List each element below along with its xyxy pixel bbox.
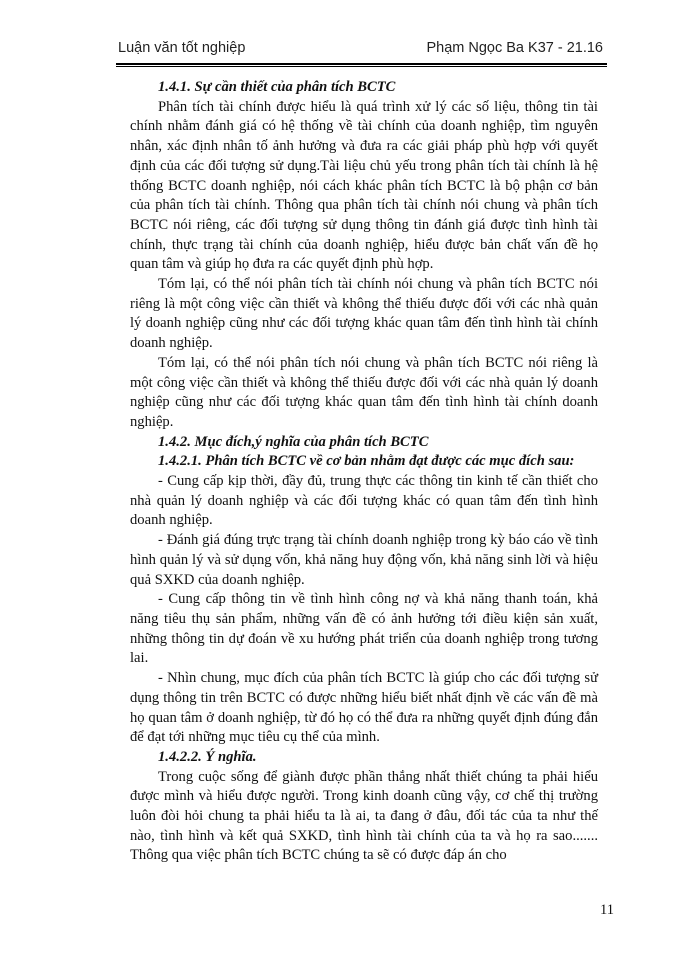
header-rule-thick xyxy=(116,63,607,65)
paragraph-2: Tóm lại, có thể nói phân tích tài chính nói chung và phân tích BCTC nói riêng là một công việc cần thiết và không thể thiếu được đối với các nhà quản lý doanh nghiệp cũng như các đối tượng khác quan tâm đến tình hình tài chính doanh nghiệp. xyxy=(130,276,598,352)
bullet-3: - Cung cấp thông tin về tình hình công nợ và khả năng thanh toán, khả năng tiêu thụ sản phẩm, những vấn đề có ảnh hưởng tới điều kiện sản xuất, những thông tin dự đoán về xu hướng phát triển của doanh nghiệp trong tương lai. xyxy=(130,591,598,667)
paragraph-1: Phân tích tài chính được hiểu là quá trình xử lý các số liệu, thông tin tài chính nhằm đánh giá có hệ thống về tài chính của doanh nghiệp, tìm nguyên nhân, xác định nhân tố ảnh hưởng và đưa ra các giải pháp phù hợp với quyết định của các đối tượng sử dụng.Tài liệu chủ yếu trong phân tích tài chính là hệ thống BCTC doanh nghiệp, nói cách khác phân tích BCTC là bộ phận cơ bản của phân tích tài chính. Thông qua phân tích tài chính nói chung và phân tích BCTC nói riêng, các đối tượng sử dụng thông tin đánh giá được tình hình tài chính, thực trạng tài chính của doanh nghiệp, hiểu được bản chất vấn đề họ quan tâm và giúp họ đưa ra các quyết định phù hợp. xyxy=(130,98,598,273)
heading-1-4-1: 1.4.1. Sự cần thiết của phân tích BCTC xyxy=(158,79,396,95)
header-rule-thin xyxy=(116,66,607,67)
page-body xyxy=(130,78,598,866)
bullet-1: - Cung cấp kịp thời, đầy đủ, trung thực các thông tin kinh tế cần thiết cho nhà quản lý doanh nghiệp và các đối tượng khác có quan tâm đến tình hình doanh nghiệp. xyxy=(130,473,598,529)
header-thesis-label: Luận văn tốt nghiệp xyxy=(118,40,246,56)
heading-1-4-2-2: 1.4.2.2. Ý nghĩa. xyxy=(158,748,257,765)
bullet-4: - Nhìn chung, mục đích của phân tích BCTC là giúp cho các đối tượng sử dụng thông tin trên BCTC có được những hiểu biết nhất định về các vấn đề mà họ quan tâm ở doanh nghiệp, từ đó họ có thể đưa ra những quyết định đúng đắn để đạt tới những mục tiêu cụ thể của mình. xyxy=(130,670,598,746)
heading-1-4-2-1: 1.4.2.1. Phân tích BCTC về cơ bản nhằm đạt được các mục đích sau: xyxy=(158,453,575,470)
heading-1-4-2: 1.4.2. Mục đích,ý nghĩa của phân tích BCTC xyxy=(158,433,429,450)
paragraph-4: Trong cuộc sống để giành được phần thắng nhất thiết chúng ta phải hiểu được mình và hiểu được người. Trong kinh doanh cũng vậy, cơ chế thị trường luôn đòi hỏi chung ta phải hiểu ta là ai, ta đang ở đâu, đối tác của ta như thế nào, tình hình và kết quả SXKD, tình hình tài chính của ta và họ ra sao....... Thông qua việc phân tích BCTC chúng ta sẽ có được đáp án cho xyxy=(130,768,598,864)
paragraph-3: Tóm lại, có thể nói phân tích nói chung và phân tích BCTC nói riêng là một công việc cần thiết và không thể thiếu được đối với các nhà quản lý doanh nghiệp cũng như các đối tượng khác quan tâm đến tình hình tài chính doanh nghiệp. xyxy=(130,354,598,430)
header-author: Phạm Ngọc Ba K37 - 21.16 xyxy=(426,40,603,56)
page-header xyxy=(118,40,603,62)
bullet-2: - Đánh giá đúng trực trạng tài chính doanh nghiệp trong kỳ báo cáo về tình hình quản lý và sử dụng vốn, khả năng huy động vốn, khả năng sinh lời và hiệu quả SXKD của doanh nghiệp. xyxy=(130,532,598,588)
page-number: 11 xyxy=(600,902,614,918)
